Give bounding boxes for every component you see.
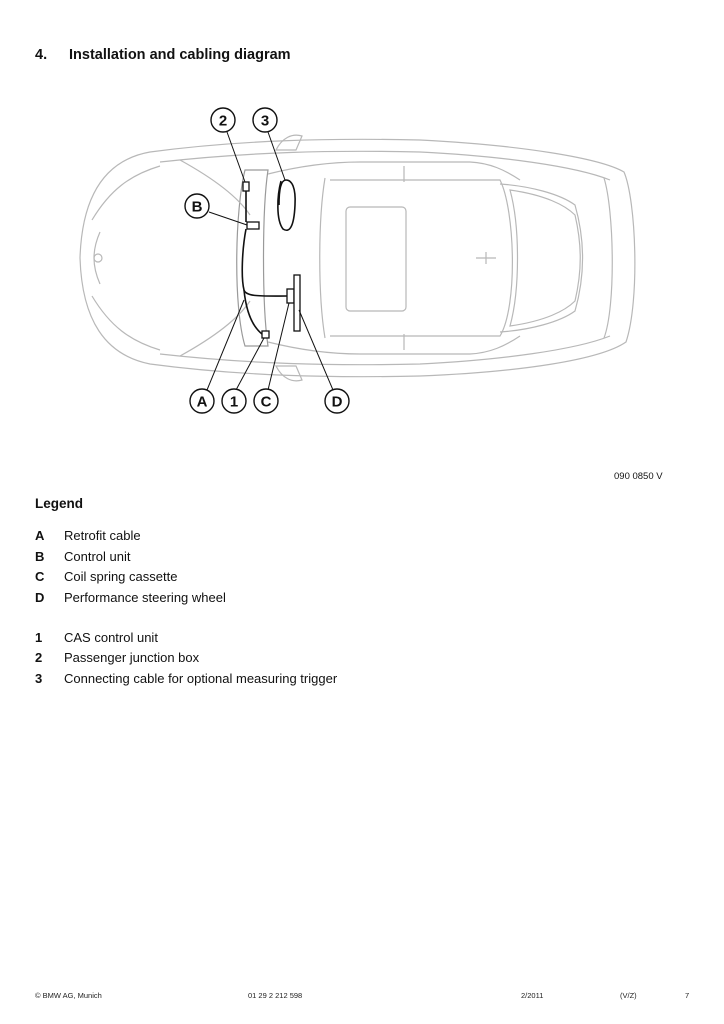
cas-connector — [262, 331, 269, 338]
callout-b — [185, 194, 209, 218]
legend-list — [35, 525, 337, 689]
callout-b-label: B — [191, 198, 203, 216]
legend-text: Control unit — [64, 548, 131, 564]
callout-d-label: D — [331, 393, 343, 411]
legend-item — [35, 546, 337, 567]
footer-date: 2/2011 — [521, 991, 544, 1000]
legend-title: Legend — [35, 496, 84, 511]
footer-part-number: 01 29 2 212 598 — [248, 991, 303, 1000]
junction-box-connector — [243, 182, 249, 191]
coil-spring-cassette — [287, 289, 294, 303]
legend-item — [35, 627, 337, 648]
legend-key: B — [35, 548, 45, 564]
legend-key: 2 — [35, 650, 43, 666]
legend-key: C — [35, 569, 45, 585]
callout-d — [325, 389, 349, 413]
legend-item — [35, 668, 337, 689]
legend-text: CAS control unit — [64, 629, 158, 645]
legend-item — [35, 587, 337, 608]
legend-item — [35, 566, 337, 587]
callout-3-label: 3 — [260, 112, 270, 130]
legend-item — [35, 647, 337, 668]
legend-key: 1 — [35, 629, 43, 645]
callout-a-label: A — [196, 393, 208, 411]
legend-text: Passenger junction box — [64, 650, 200, 666]
section-title: Installation and cabling diagram — [69, 47, 291, 63]
legend-text: Retrofit cable — [64, 527, 141, 543]
footer-page-number: 7 — [685, 991, 690, 1000]
callout-2 — [211, 108, 235, 132]
legend-item — [35, 525, 337, 546]
callout-c — [254, 389, 278, 413]
car-outline — [80, 135, 635, 381]
callout-3 — [253, 108, 277, 132]
callout-2-label: 2 — [218, 112, 228, 130]
section-number: 4. — [35, 47, 48, 63]
footer-code: (V/Z) — [620, 991, 637, 1000]
callout-c-label: C — [260, 393, 272, 411]
footer-copyright: © BMW AG, Munich — [35, 991, 102, 1000]
legend-text: Coil spring cassette — [64, 569, 178, 585]
steering-wheel-unit — [294, 275, 300, 331]
legend-text: Performance steering wheel — [64, 589, 226, 605]
legend-text: Connecting cable for optional measuring trigger — [64, 670, 338, 686]
cabling-diagram — [0, 0, 724, 480]
control-unit-box — [247, 222, 259, 229]
legend-key: D — [35, 589, 45, 605]
cabling — [242, 180, 300, 338]
figure-code: 090 0850 V — [614, 471, 663, 482]
callout-1-label: 1 — [229, 393, 239, 411]
callout-a — [190, 389, 214, 413]
legend-key: 3 — [35, 670, 43, 686]
callout-1 — [222, 389, 246, 413]
legend-key: A — [35, 527, 45, 543]
